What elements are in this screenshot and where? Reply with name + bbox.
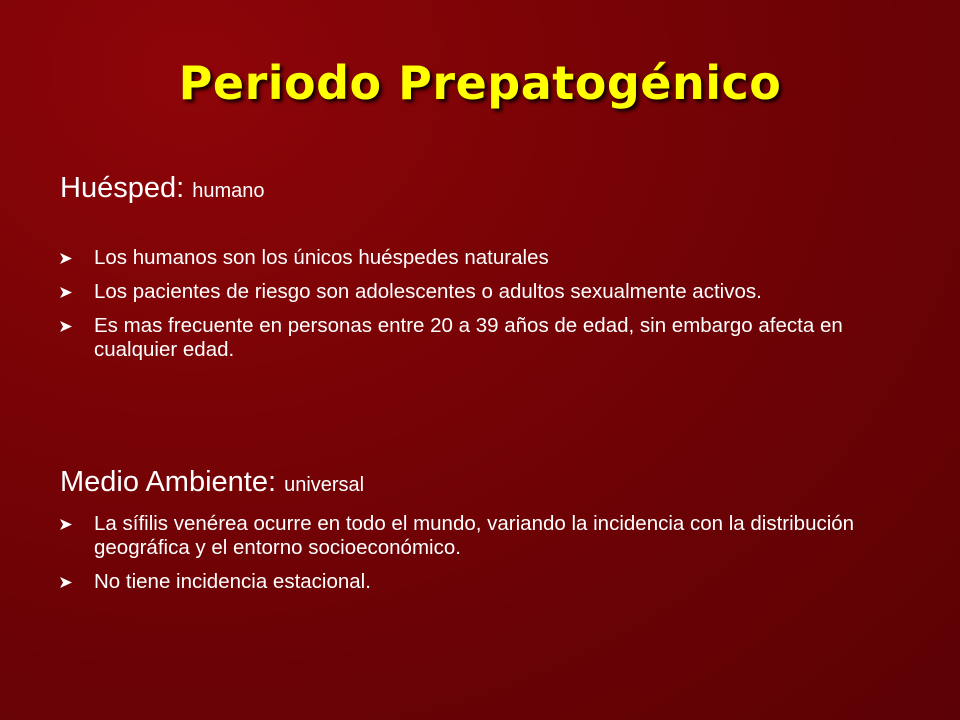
bullet-text: Los humanos son los únicos huéspedes naturales	[94, 246, 549, 269]
section-heading	[60, 171, 910, 208]
heading-label: Medio Ambiente:	[60, 466, 277, 498]
bullet-text: No tiene incidencia estacional.	[94, 570, 371, 593]
section-medio-ambiente	[60, 465, 910, 604]
slide-title: Periodo Prepatogénico	[178, 56, 782, 110]
list-item	[60, 314, 910, 362]
bullet-text: Es mas frecuente en personas entre 20 a 39 años de edad, sin embargo afecta en cualquier edad.	[94, 314, 843, 361]
arrow-bullet-icon	[60, 577, 72, 588]
section-huesped	[60, 171, 910, 372]
bullet-list	[60, 512, 910, 594]
arrow-bullet-icon	[60, 321, 72, 332]
arrow-bullet-icon	[60, 287, 72, 298]
arrow-bullet-icon	[60, 253, 72, 264]
list-item	[60, 570, 910, 594]
heading-value: humano	[192, 180, 265, 202]
list-item	[60, 512, 910, 560]
heading-label: Huésped:	[60, 172, 185, 204]
list-item	[60, 280, 910, 304]
bullet-text: La sífilis venérea ocurre en todo el mundo, variando la incidencia con la distribución geográfica y el entorno socioeconómico.	[94, 512, 855, 559]
bullet-list	[60, 246, 910, 362]
bullet-text: Los pacientes de riesgo son adolescentes o adultos sexualmente activos.	[94, 280, 762, 303]
heading-value: universal	[284, 474, 365, 496]
list-item	[60, 246, 910, 270]
arrow-bullet-icon	[60, 519, 72, 530]
section-heading	[60, 465, 910, 502]
